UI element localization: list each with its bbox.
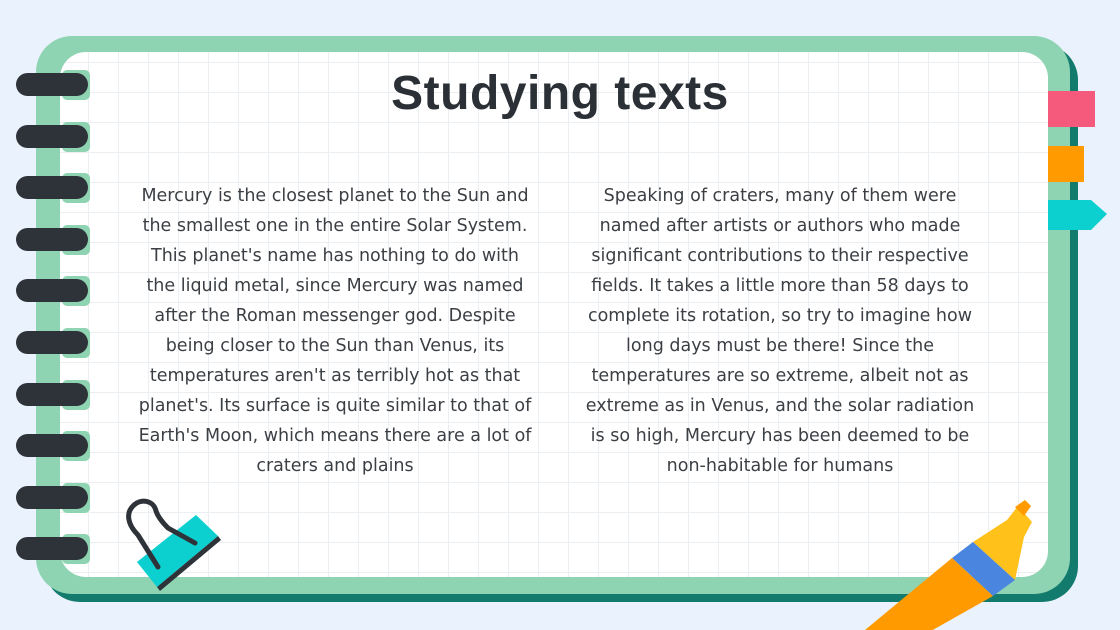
text-column-left: Mercury is the closest planet to the Sun and the smallest one in the entire Solar System. This planet's name has nothing to do with the liquid metal, since Mercury was named after the Roman messenger god. Despite being closer to the Sun than Venus, its temperatures aren't as terribly hot as that planet's. Its surface is quite similar to that of Earth's Moon, which means there are a lot of craters and plains: [138, 186, 532, 476]
highlighter-icon: [855, 500, 1045, 630]
page-title: Studying texts: [391, 67, 729, 120]
tab-cyan-arrow: [1048, 200, 1108, 232]
spiral-ring: [16, 537, 88, 560]
binder-clip-icon: [120, 495, 230, 600]
spiral-ring: [16, 434, 88, 457]
spiral-ring: [16, 331, 88, 354]
spiral-ring: [16, 486, 88, 509]
spiral-ring: [16, 228, 88, 251]
spiral-ring: [16, 176, 88, 199]
text-column-right: Speaking of craters, many of them were named after artists or authors who made significant contributions to their respective fields. It takes a little more than 58 days to complete its rotation, so try to imagine how long days must be there! Since the temperatures are so extreme, albeit not as extreme as in Venus, and the solar radiation is so high, Mercury has been deemed to be non-habitable for humans: [585, 186, 975, 476]
spiral-ring: [16, 383, 88, 406]
spiral-ring: [16, 279, 88, 302]
tab-orange: [1048, 146, 1084, 182]
spiral-ring: [16, 125, 88, 148]
